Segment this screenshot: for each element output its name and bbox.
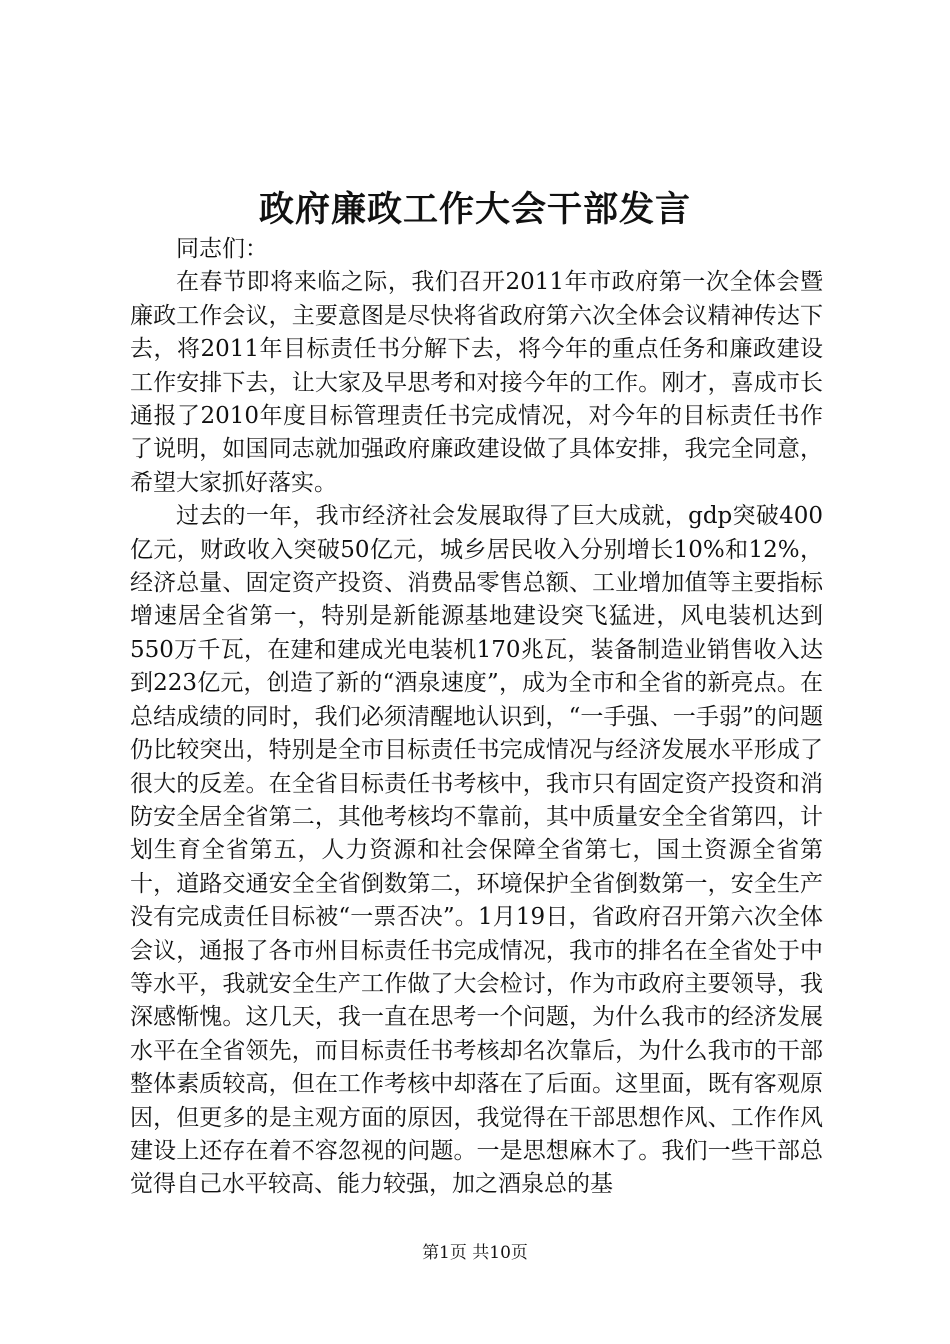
document-title: 政府廉政工作大会干部发言	[258, 189, 691, 230]
page-number: 第1页 共10页	[422, 1243, 528, 1263]
salutation: 同志们：	[176, 236, 268, 262]
document-body	[130, 233, 823, 1202]
paragraph-1: 在春节即将来临之际，我们召开2011年市政府第一次全体会暨廉政工作会议，主要意图是尽快将省政府第六次全体会议精神传达下去，将2011年目标责任书分解下去，将今年的重点任务和廉政建设工作安排下去，让大家及早思考和对接今年的工作。刚才，喜成市长通报了2010年度目标管理责任书完成情况，对今年的目标责任书作了说明，如国同志就加强政府廉政建设做了具体安排，我完全同意，希望大家抓好落实。	[130, 269, 823, 496]
paragraph-2: 过去的一年，我市经济社会发展取得了巨大成就，gdp突破400亿元，财政收入突破50亿元，城乡居民收入分别增长10%和12%，经济总量、固定资产投资、消费品零售总额、工业增加值等主要指标增速居全省第一，特别是新能源基地建设突飞猛进，风电装机达到550万千瓦，在建和建成光电装机170兆瓦，装备制造业销售收入达到223亿元，创造了新的“酒泉速度”，成为全市和全省的新亮点。在总结成绩的同时，我们必须清醒地认识到，“一手强、一手弱”的问题仍比较突出，特别是全市目标责任书完成情况与经济发展水平形成了很大的反差。在全省目标责任书考核中，我市只有固定资产投资和消防安全居全省第二，其他考核均不靠前，其中质量安全全省第四，计划生育全省第五，人力资源和社会保障全省第七，国土资源全省第十，道路交通安全全省倒数第二，环境保护全省倒数第一，安全生产没有完成责任目标被“一票否决”。1月19日，省政府召开第六次全体会议，通报了各市州目标责任书完成情况，我市的排名在全省处于中等水平，我就安全生产工作做了大会检讨，作为市政府主要领导，我深感惭愧。这几天，我一直在思考一个问题，为什么我市的经济发展水平在全省领先，而目标责任书考核却名次靠后，为什么我市的干部整体素质较高，但在工作考核中却落在了后面。这里面，既有客观原因，但更多的是主观方面的原因，我觉得在干部思想作风、工作作风建设上还存在着不容忽视的问题。一是思想麻木了。我们一些干部总觉得自己水平较高、能力较强，加之酒泉总的基	[130, 503, 823, 1198]
